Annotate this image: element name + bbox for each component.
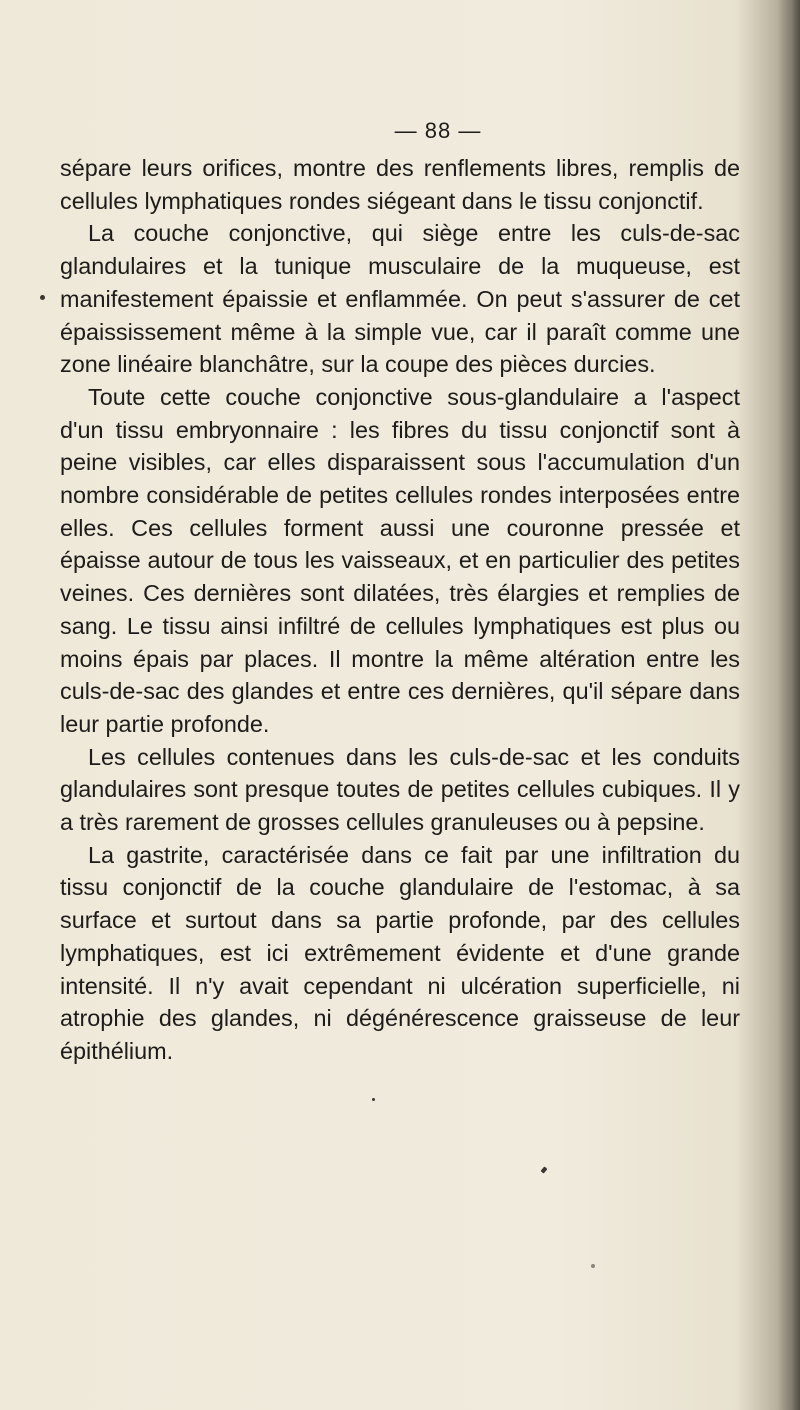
ink-speck (591, 1264, 595, 1268)
body-text (60, 152, 740, 1068)
page-edge-shadow (778, 0, 800, 1410)
ink-speck (40, 295, 45, 300)
paragraph-1: sépare leurs orifices, montre des renflements libres, remplis de cellules lymphatiques rondes siégeant dans le tissu conjonctif. (60, 155, 740, 214)
paragraph-5: La gastrite, caractérisée dans ce fait par une infiltration du tissu conjonctif de la couche glandulaire de l'estomac, à sa surface et surtout dans sa partie profonde, par des cellules lymphatiques, est ici extrêmement évidente et d'une grande intensité. Il n'y avait cependant ni ulcération superficielle, ni atrophie des glandes, ni dégénérescence graisseuse de leur épithélium. (60, 841, 740, 1064)
ink-speck (372, 1098, 375, 1101)
paragraph-2: La couche conjonctive, qui siège entre les culs-de-sac glandulaires et la tunique musculaire de la muqueuse, est manifestement épaissie et enflammée. On peut s'assurer de cet épaississement même à la simple vue, car il paraît comme une zone linéaire blanchâtre, sur la coupe des pièces durcies. (60, 220, 740, 378)
paragraph-4: Les cellules contenues dans les culs-de-sac et les conduits glandulaires sont presque toutes de petites cellules cubiques. Il y a très rarement de grosses cellules granuleuses ou à pepsine. (60, 743, 740, 836)
paragraph-3: Toute cette couche conjonctive sous-glandulaire a l'aspect d'un tissu embryonnaire : les fibres du tissu conjonctif sont à peine visibles, car elles disparaissent sous l'accumulation d'un nombre considérable de petites cellules rondes interposées entre elles. Ces cellules forment aussi une couronne pressée et épaisse autour de tous les vaisseaux, et en particulier des petites veines. Ces dernières sont dilatées, très élargies et remplies de sang. Le tissu ainsi infiltré de cellules lymphatiques est plus ou moins épais par places. Il montre la même altération entre les culs-de-sac des glandes et entre ces dernières, qu'il sépare dans leur partie profonde. (60, 383, 740, 737)
ink-speck (541, 1166, 548, 1173)
page-number: — 88 — (394, 118, 482, 143)
